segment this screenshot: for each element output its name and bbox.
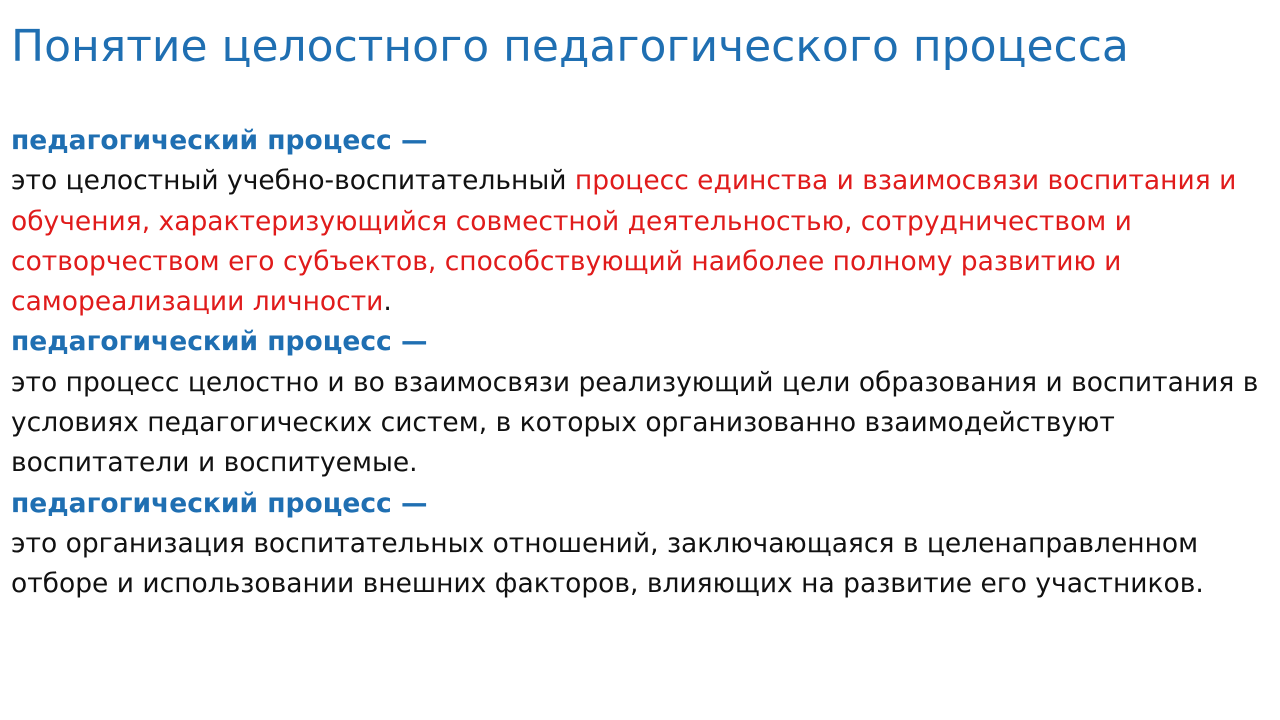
definition-term-1: педагогический процесс —	[11, 125, 428, 156]
definition-text-1-tail: .	[383, 286, 392, 318]
definition-text-3: это организация воспитательных отношений, заключающаяся в целенаправленном отборе и использовании внешних факторов, влияющих на развитие его участников.	[11, 527, 1204, 600]
definition-term-2: педагогический процесс —	[11, 326, 428, 358]
definition-text-1	[11, 161, 1273, 322]
definitions-body	[11, 121, 1273, 605]
definition-text-2: это процесс целостно и во взаимосвязи реализующий цели образования и воспитания в условиях педагогических систем, в которых организованно взаимодействуют воспитатели и воспитуемые.	[11, 366, 1259, 479]
definition-term-3: педагогический процесс —	[11, 487, 428, 519]
slide-title: Понятие целостного педагогического процесса	[11, 21, 1129, 72]
definition-text-1-highlight: процесс единства и взаимосвязи воспитания и обучения, характеризующийся совместной деятельностью, сотрудничеством и сотворчеством его субъектов, способствующий наиболее полному развитию и самореализации личности	[11, 165, 1237, 318]
definition-text-1-lead: это целостный учебно-воспитательный	[11, 165, 575, 197]
